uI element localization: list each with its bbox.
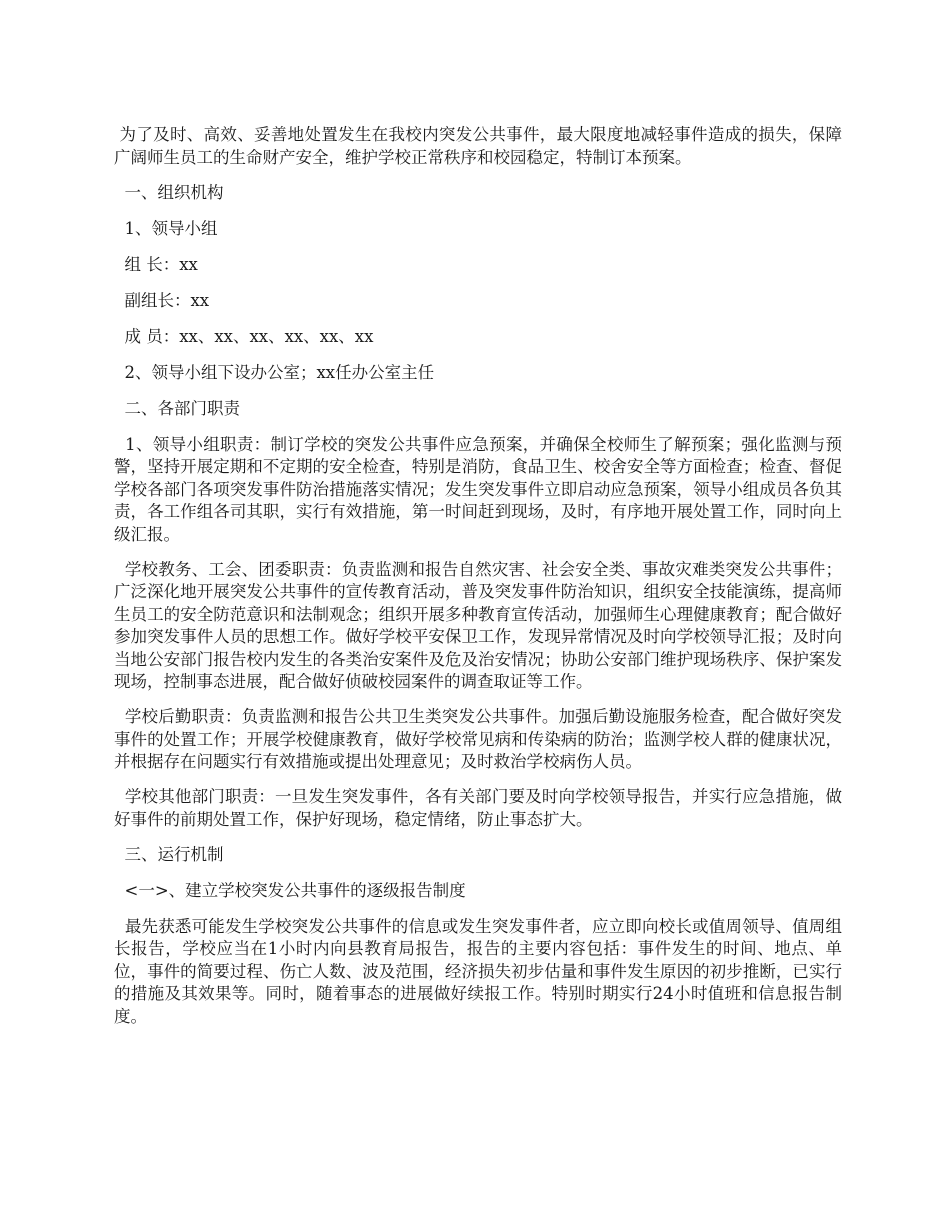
subheading-reporting-system: <一>、建立学校突发公共事件的逐级报告制度 [114,880,466,900]
section-heading-duties: 二、各部门职责 [114,398,240,418]
document-page [114,124,842,1041]
group-leader-line: 组 长：xx [114,254,198,274]
office-line: 2、领导小组下设办公室；xx任办公室主任 [114,362,435,382]
other-departments-duties-paragraph: 学校其他部门职责：一旦发生突发事件，各有关部门要及时向学校领导报告，并实行应急措施，做好事件的前期处置工作，保护好现场，稳定情绪，防止事态扩大。 [114,787,842,829]
section-heading-mechanism: 三、运行机制 [114,844,224,864]
section-heading-organization: 一、组织机构 [114,182,224,202]
logistics-duties-paragraph: 学校后勤职责：负责监测和报告公共卫生类突发公共事件。加强后勤设施服务检查，配合做好突发事件的处置工作；开展学校健康教育，做好学校常见病和传染病的防治；监测学校人群的健康状况，并根据存在问题实行有效措施或提出处理意见；及时救治学校病伤人员。 [114,707,842,771]
reporting-procedure-paragraph: 最先获悉可能发生学校突发公共事件的信息或发生突发事件者，应立即向校长或值周领导、值周组长报告，学校应当在1小时内向县教育局报告，报告的主要内容包括：事件发生的时间、地点、单位，事件的简要过程、伤亡人数、波及范围，经济损失初步估量和事件发生原因的初步推断，已实行的措施及其效果等。同时，随着事态的进展做好续报工作。特别时期实行24小时值班和信息报告制度。 [114,916,842,1026]
deputy-leader-line: 副组长：xx [114,290,210,310]
subheading-leadership-group: 1、领导小组 [114,218,218,238]
academic-affairs-duties-paragraph: 学校教务、工会、团委职责：负责监测和报告自然灾害、社会安全类、事故灾难类突发公共事件；广泛深化地开展突发公共事件的宣传教育活动，普及突发事件防治知识，组织安全技能演练，提高师生员工的安全防范意识和法制观念；组织开展多种教育宣传活动，加强师生心理健康教育；配合做好参加突发事件人员的思想工作。做好学校平安保卫工作，发现异常情况及时向学校领导汇报；及时向当地公安部门报告校内发生的各类治安案件及危及治安情况；协助公安部门维护现场秩序、保护案发现场，控制事态进展，配合做好侦破校园案件的调查取证等工作。 [114,559,842,691]
leadership-duties-paragraph: 1、领导小组职责：制订学校的突发公共事件应急预案，并确保全校师生了解预案；强化监测与预警，坚持开展定期和不定期的安全检查，特别是消防，食品卫生、校舍安全等方面检查；检查、督促学校各部门各项突发事件防治措施落实情况；发生突发事件立即启动应急预案，领导小组成员各负其责，各工作组各司其职，实行有效措施，第一时间赶到现场，及时，有序地开展处置工作，同时向上级汇报。 [114,434,842,544]
members-line: 成 员：xx、xx、xx、xx、xx、xx [114,326,374,346]
intro-paragraph: 为了及时、高效、妥善地处置发生在我校内突发公共事件，最大限度地减轻事件造成的损失，保障广阔师生员工的生命财产安全，维护学校正常秩序和校园稳定，特制订本预案。 [114,125,842,167]
